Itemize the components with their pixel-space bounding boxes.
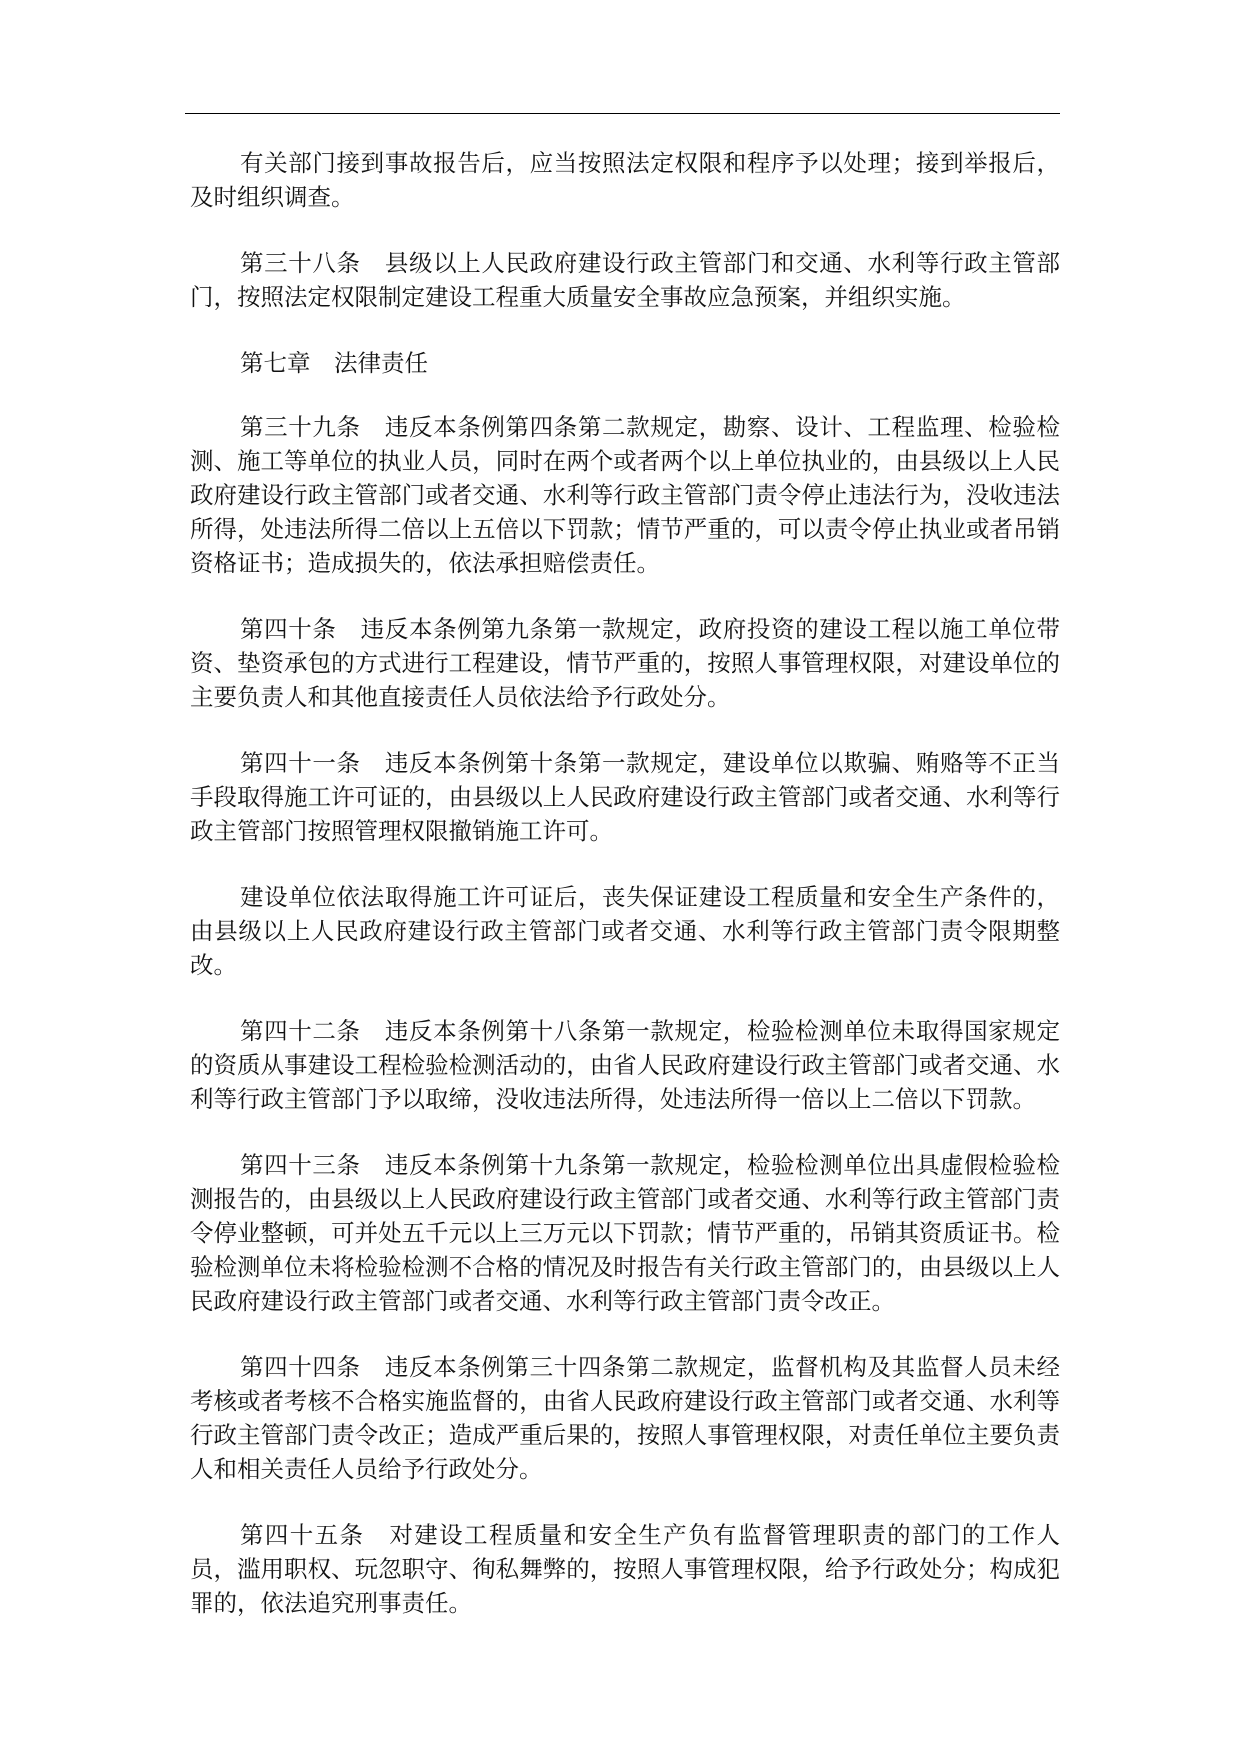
paragraph-article-41: 第四十一条 违反本条例第十条第一款规定，建设单位以欺骗、贿赂等不正当手段取得施工许可证的，由县级以上人民政府建设行政主管部门或者交通、水利等行政主管部门按照管理权限撤销施工许可。	[190, 749, 1060, 845]
document-body	[190, 146, 1060, 1652]
chapter-heading: 第七章 法律责任	[240, 349, 428, 377]
paragraph-article-43: 第四十三条 违反本条例第十九条第一款规定，检验检测单位出具虚假检验检测报告的，由县级以上人民政府建设行政主管部门或者交通、水利等行政主管部门责令停业整顿，可并处五千元以上三万元以下罚款；情节严重的，吊销其资质证书。检验检测单位未将检验检测不合格的情况及时报告有关行政主管部门的，由县级以上人民政府建设行政主管部门或者交通、水利等行政主管部门责令改正。	[190, 1151, 1060, 1315]
paragraph-accident-handling: 有关部门接到事故报告后，应当按照法定权限和程序予以处理；接到举报后，及时组织调查。	[190, 149, 1060, 211]
paragraph-article-38: 第三十八条 县级以上人民政府建设行政主管部门和交通、水利等行政主管部门，按照法定权限制定建设工程重大质量安全事故应急预案，并组织实施。	[190, 249, 1060, 311]
paragraph-article-41-clause-2: 建设单位依法取得施工许可证后，丧失保证建设工程质量和安全生产条件的，由县级以上人民政府建设行政主管部门或者交通、水利等行政主管部门责令限期整改。	[190, 883, 1060, 979]
paragraph-article-40: 第四十条 违反本条例第九条第一款规定，政府投资的建设工程以施工单位带资、垫资承包的方式进行工程建设，情节严重的，按照人事管理权限，对建设单位的主要负责人和其他直接责任人员依法给予行政处分。	[190, 615, 1060, 711]
paragraph-article-39: 第三十九条 违反本条例第四条第二款规定，勘察、设计、工程监理、检验检测、施工等单位的执业人员，同时在两个或者两个以上单位执业的，由县级以上人民政府建设行政主管部门或者交通、水利等行政主管部门责令停止违法行为，没收违法所得，处违法所得二倍以上五倍以下罚款；情节严重的，可以责令停止执业或者吊销资格证书；造成损失的，依法承担赔偿责任。	[190, 413, 1060, 577]
paragraph-article-44: 第四十四条 违反本条例第三十四条第二款规定，监督机构及其监督人员未经考核或者考核不合格实施监督的，由省人民政府建设行政主管部门或者交通、水利等行政主管部门责令改正；造成严重后果的，按照人事管理权限，对责任单位主要负责人和相关责任人员给予行政处分。	[190, 1353, 1060, 1483]
paragraph-article-42: 第四十二条 违反本条例第十八条第一款规定，检验检测单位未取得国家规定的资质从事建设工程检验检测活动的，由省人民政府建设行政主管部门或者交通、水利等行政主管部门予以取缔，没收违法所得，处违法所得一倍以上二倍以下罚款。	[190, 1017, 1060, 1113]
header-rule	[185, 113, 1060, 114]
paragraph-article-45: 第四十五条 对建设工程质量和安全生产负有监督管理职责的部门的工作人员，滥用职权、玩忽职守、徇私舞弊的，按照人事管理权限，给予行政处分；构成犯罪的，依法追究刑事责任。	[190, 1521, 1060, 1617]
